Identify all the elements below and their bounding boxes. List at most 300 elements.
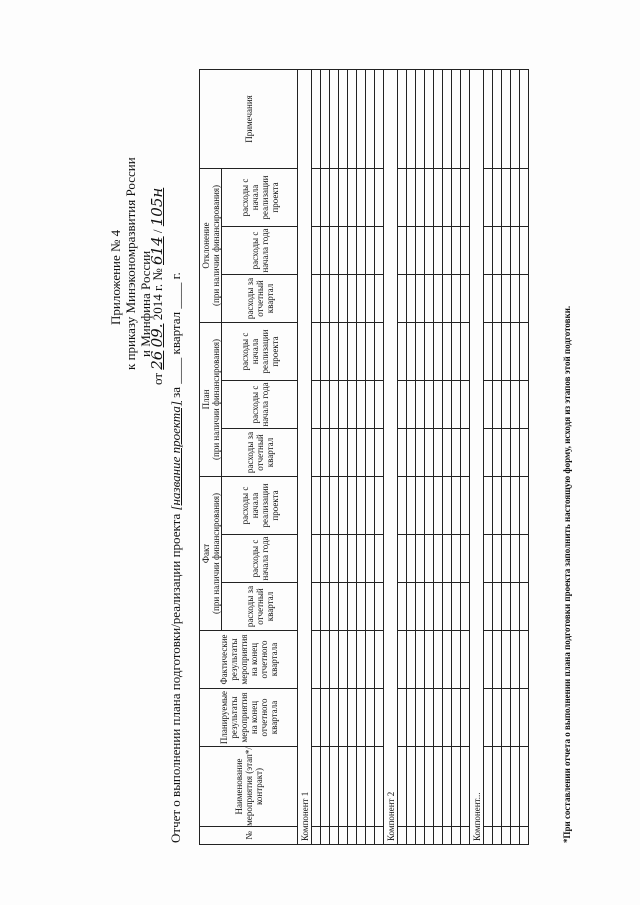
table-cell[interactable] <box>407 381 416 429</box>
table-cell[interactable] <box>484 747 493 827</box>
table-cell[interactable] <box>452 381 461 429</box>
table-cell[interactable] <box>312 535 321 583</box>
table-cell[interactable] <box>443 477 452 535</box>
table-cell[interactable] <box>348 535 357 583</box>
table-cell[interactable] <box>425 227 434 275</box>
table-cell[interactable] <box>339 477 348 535</box>
table-row <box>330 70 339 845</box>
table-cell[interactable] <box>461 583 470 631</box>
table-cell[interactable] <box>339 429 348 477</box>
table-cell[interactable] <box>366 689 375 747</box>
table-cell[interactable] <box>348 827 357 845</box>
table-cell[interactable] <box>348 583 357 631</box>
table-cell[interactable] <box>493 381 502 429</box>
table-row <box>339 70 348 845</box>
table-cell[interactable] <box>348 747 357 827</box>
table-cell[interactable] <box>339 747 348 827</box>
table-cell[interactable] <box>502 169 511 227</box>
table-cell[interactable] <box>366 535 375 583</box>
table-cell[interactable] <box>461 169 470 227</box>
table-cell[interactable] <box>375 227 384 275</box>
table-cell[interactable] <box>461 70 470 169</box>
table-cell[interactable] <box>312 227 321 275</box>
table-cell[interactable] <box>348 689 357 747</box>
table-cell[interactable] <box>339 169 348 227</box>
table-cell[interactable] <box>407 227 416 275</box>
table-cell[interactable] <box>312 747 321 827</box>
table-cell[interactable] <box>312 477 321 535</box>
table-cell[interactable] <box>398 747 407 827</box>
table-cell[interactable] <box>366 381 375 429</box>
table-cell[interactable] <box>312 429 321 477</box>
table-cell[interactable] <box>357 747 366 827</box>
table-cell[interactable] <box>366 323 375 381</box>
table-cell[interactable] <box>357 227 366 275</box>
table-cell[interactable] <box>502 227 511 275</box>
table-cell[interactable] <box>434 323 443 381</box>
table-cell[interactable] <box>493 323 502 381</box>
table-cell[interactable] <box>511 631 520 689</box>
table-cell[interactable] <box>366 70 375 169</box>
table-cell[interactable] <box>520 323 529 381</box>
table-cell[interactable] <box>511 747 520 827</box>
table-cell[interactable] <box>398 323 407 381</box>
table-cell[interactable] <box>434 169 443 227</box>
table-cell[interactable] <box>312 631 321 689</box>
table-cell[interactable] <box>452 631 461 689</box>
table-cell[interactable] <box>407 70 416 169</box>
table-cell[interactable] <box>339 323 348 381</box>
table-cell[interactable] <box>484 323 493 381</box>
table-cell[interactable] <box>375 477 384 535</box>
table-cell[interactable] <box>434 689 443 747</box>
table-cell[interactable] <box>425 747 434 827</box>
table-cell[interactable] <box>407 275 416 323</box>
table-cell[interactable] <box>375 429 384 477</box>
table-cell[interactable] <box>357 631 366 689</box>
table-cell[interactable] <box>366 275 375 323</box>
table-cell[interactable] <box>321 169 330 227</box>
table-cell[interactable] <box>511 477 520 535</box>
table-cell[interactable] <box>520 477 529 535</box>
table-cell[interactable] <box>443 70 452 169</box>
table-cell[interactable] <box>443 429 452 477</box>
table-cell[interactable] <box>425 429 434 477</box>
table-cell[interactable] <box>452 169 461 227</box>
table-cell[interactable] <box>398 583 407 631</box>
table-cell[interactable] <box>511 227 520 275</box>
table-cell[interactable] <box>348 169 357 227</box>
table-cell[interactable] <box>339 70 348 169</box>
table-cell[interactable] <box>425 827 434 845</box>
table-cell[interactable] <box>461 429 470 477</box>
table-cell[interactable] <box>357 583 366 631</box>
table-cell[interactable] <box>520 169 529 227</box>
table-cell[interactable] <box>484 169 493 227</box>
table-cell[interactable] <box>425 689 434 747</box>
table-cell[interactable] <box>511 323 520 381</box>
table-cell[interactable] <box>339 827 348 845</box>
table-cell[interactable] <box>484 70 493 169</box>
table-cell[interactable] <box>493 583 502 631</box>
table-cell[interactable] <box>484 583 493 631</box>
table-cell[interactable] <box>443 535 452 583</box>
table-cell[interactable] <box>461 827 470 845</box>
table-cell[interactable] <box>339 689 348 747</box>
table-cell[interactable] <box>321 747 330 827</box>
table-cell[interactable] <box>425 323 434 381</box>
table-cell[interactable] <box>461 477 470 535</box>
table-cell[interactable] <box>511 275 520 323</box>
table-cell[interactable] <box>425 275 434 323</box>
table-cell[interactable] <box>348 227 357 275</box>
table-cell[interactable] <box>434 631 443 689</box>
table-cell[interactable] <box>366 747 375 827</box>
table-cell[interactable] <box>375 70 384 169</box>
table-cell[interactable] <box>339 583 348 631</box>
table-cell[interactable] <box>312 70 321 169</box>
table-cell[interactable] <box>398 477 407 535</box>
table-cell[interactable] <box>330 747 339 827</box>
table-cell[interactable] <box>425 70 434 169</box>
table-cell[interactable] <box>375 827 384 845</box>
table-cell[interactable] <box>425 583 434 631</box>
table-cell[interactable] <box>321 689 330 747</box>
table-cell[interactable] <box>321 227 330 275</box>
table-cell[interactable] <box>398 631 407 689</box>
table-cell[interactable] <box>434 827 443 845</box>
table-cell[interactable] <box>461 323 470 381</box>
table-cell[interactable] <box>398 275 407 323</box>
table-cell[interactable] <box>520 275 529 323</box>
table-cell[interactable] <box>330 275 339 323</box>
table-cell[interactable] <box>511 70 520 169</box>
table-cell[interactable] <box>348 429 357 477</box>
table-cell[interactable] <box>511 583 520 631</box>
table-cell[interactable] <box>493 227 502 275</box>
table-cell[interactable] <box>502 535 511 583</box>
table-cell[interactable] <box>443 169 452 227</box>
table-cell[interactable] <box>425 381 434 429</box>
table-cell[interactable] <box>407 169 416 227</box>
table-cell[interactable] <box>357 429 366 477</box>
table-cell[interactable] <box>416 747 425 827</box>
table-cell[interactable] <box>502 275 511 323</box>
table-cell[interactable] <box>443 689 452 747</box>
table-cell[interactable] <box>502 631 511 689</box>
table-cell[interactable] <box>366 631 375 689</box>
table-cell[interactable] <box>339 227 348 275</box>
table-cell[interactable] <box>348 381 357 429</box>
table-cell[interactable] <box>425 169 434 227</box>
table-cell[interactable] <box>416 429 425 477</box>
table-cell[interactable] <box>502 429 511 477</box>
table-cell[interactable] <box>366 169 375 227</box>
table-cell[interactable] <box>416 477 425 535</box>
table-cell[interactable] <box>312 275 321 323</box>
table-cell[interactable] <box>357 827 366 845</box>
table-cell[interactable] <box>416 689 425 747</box>
table-cell[interactable] <box>375 169 384 227</box>
table-cell[interactable] <box>357 169 366 227</box>
table-cell[interactable] <box>443 323 452 381</box>
table-cell[interactable] <box>493 477 502 535</box>
table-cell[interactable] <box>452 689 461 747</box>
table-cell[interactable] <box>443 827 452 845</box>
table-cell[interactable] <box>443 227 452 275</box>
table-cell[interactable] <box>434 583 443 631</box>
table-cell[interactable] <box>461 689 470 747</box>
table-cell[interactable] <box>493 535 502 583</box>
table-cell[interactable] <box>461 275 470 323</box>
table-cell[interactable] <box>357 381 366 429</box>
table-cell[interactable] <box>407 535 416 583</box>
table-cell[interactable] <box>339 631 348 689</box>
handwritten-number-1: 614 <box>148 236 166 265</box>
table-cell[interactable] <box>452 429 461 477</box>
table-cell[interactable] <box>416 169 425 227</box>
table-cell[interactable] <box>452 323 461 381</box>
table-cell[interactable] <box>484 827 493 845</box>
table-cell[interactable] <box>357 689 366 747</box>
table-cell[interactable] <box>502 381 511 429</box>
table-cell[interactable] <box>484 477 493 535</box>
table-cell[interactable] <box>330 429 339 477</box>
table-cell[interactable] <box>484 429 493 477</box>
table-cell[interactable] <box>375 689 384 747</box>
table-cell[interactable] <box>452 275 461 323</box>
table-cell[interactable] <box>321 429 330 477</box>
table-cell[interactable] <box>502 70 511 169</box>
table-cell[interactable] <box>312 381 321 429</box>
table-cell[interactable] <box>321 323 330 381</box>
table-cell[interactable] <box>330 381 339 429</box>
table-cell[interactable] <box>398 381 407 429</box>
table-cell[interactable] <box>493 631 502 689</box>
table-cell[interactable] <box>484 275 493 323</box>
table-cell[interactable] <box>407 631 416 689</box>
table-cell[interactable] <box>321 477 330 535</box>
table-cell[interactable] <box>502 689 511 747</box>
table-cell[interactable] <box>502 747 511 827</box>
table-cell[interactable] <box>330 827 339 845</box>
table-cell[interactable] <box>452 827 461 845</box>
table-cell[interactable] <box>502 583 511 631</box>
table-cell[interactable] <box>375 323 384 381</box>
table-cell[interactable] <box>452 70 461 169</box>
table-cell[interactable] <box>452 477 461 535</box>
table-cell[interactable] <box>312 689 321 747</box>
table-cell[interactable] <box>398 827 407 845</box>
table-cell[interactable] <box>416 827 425 845</box>
table-cell[interactable] <box>434 535 443 583</box>
table-cell[interactable] <box>366 477 375 535</box>
table-cell[interactable] <box>434 429 443 477</box>
table-cell[interactable] <box>461 747 470 827</box>
table-cell[interactable] <box>375 631 384 689</box>
table-cell[interactable] <box>357 323 366 381</box>
table-cell[interactable] <box>493 70 502 169</box>
table-cell[interactable] <box>520 689 529 747</box>
table-cell[interactable] <box>484 689 493 747</box>
table-cell[interactable] <box>312 323 321 381</box>
table-cell[interactable] <box>366 227 375 275</box>
table-cell[interactable] <box>511 535 520 583</box>
table-cell[interactable] <box>375 747 384 827</box>
table-cell[interactable] <box>520 227 529 275</box>
table-cell[interactable] <box>321 535 330 583</box>
table-cell[interactable] <box>520 429 529 477</box>
table-cell[interactable] <box>416 323 425 381</box>
table-cell[interactable] <box>321 70 330 169</box>
table-cell[interactable] <box>312 169 321 227</box>
table-cell[interactable] <box>511 381 520 429</box>
table-cell[interactable] <box>330 169 339 227</box>
table-cell[interactable] <box>434 381 443 429</box>
table-cell[interactable] <box>452 747 461 827</box>
table-cell[interactable] <box>502 323 511 381</box>
table-cell[interactable] <box>484 535 493 583</box>
table-cell[interactable] <box>330 323 339 381</box>
table-cell[interactable] <box>502 477 511 535</box>
table-cell[interactable] <box>461 381 470 429</box>
table-cell[interactable] <box>416 70 425 169</box>
table-cell[interactable] <box>339 275 348 323</box>
table-cell[interactable] <box>407 747 416 827</box>
table-cell[interactable] <box>330 477 339 535</box>
table-cell[interactable] <box>443 747 452 827</box>
table-cell[interactable] <box>434 477 443 535</box>
table-cell[interactable] <box>375 583 384 631</box>
table-cell[interactable] <box>434 70 443 169</box>
table-cell[interactable] <box>398 70 407 169</box>
table-cell[interactable] <box>407 477 416 535</box>
table-cell[interactable] <box>348 70 357 169</box>
table-cell[interactable] <box>443 381 452 429</box>
table-cell[interactable] <box>407 583 416 631</box>
table-cell[interactable] <box>375 381 384 429</box>
table-cell[interactable] <box>398 535 407 583</box>
table-cell[interactable] <box>434 275 443 323</box>
table-cell[interactable] <box>425 535 434 583</box>
table-cell[interactable] <box>321 381 330 429</box>
table-cell[interactable] <box>366 827 375 845</box>
table-cell[interactable] <box>493 689 502 747</box>
table-cell[interactable] <box>357 477 366 535</box>
table-cell[interactable] <box>443 583 452 631</box>
table-cell[interactable] <box>461 535 470 583</box>
table-cell[interactable] <box>520 535 529 583</box>
table-cell[interactable] <box>511 169 520 227</box>
table-cell[interactable] <box>434 227 443 275</box>
table-cell[interactable] <box>416 227 425 275</box>
table-cell[interactable] <box>493 275 502 323</box>
table-cell[interactable] <box>348 275 357 323</box>
table-cell[interactable] <box>339 381 348 429</box>
table-cell[interactable] <box>484 381 493 429</box>
table-cell[interactable] <box>493 747 502 827</box>
table-cell[interactable] <box>339 535 348 583</box>
table-cell[interactable] <box>520 631 529 689</box>
table-cell[interactable] <box>520 381 529 429</box>
table-cell[interactable] <box>425 631 434 689</box>
table-cell[interactable] <box>443 631 452 689</box>
table-cell[interactable] <box>493 429 502 477</box>
table-cell[interactable] <box>407 689 416 747</box>
table-cell[interactable] <box>520 70 529 169</box>
table-cell[interactable] <box>520 583 529 631</box>
table-cell[interactable] <box>416 631 425 689</box>
table-cell[interactable] <box>407 827 416 845</box>
table-cell[interactable] <box>312 583 321 631</box>
table-cell[interactable] <box>398 689 407 747</box>
table-cell[interactable] <box>461 631 470 689</box>
table-cell[interactable] <box>484 227 493 275</box>
table-cell[interactable] <box>348 323 357 381</box>
table-cell[interactable] <box>416 381 425 429</box>
table-cell[interactable] <box>348 477 357 535</box>
table-cell[interactable] <box>493 169 502 227</box>
table-cell[interactable] <box>416 535 425 583</box>
table-cell[interactable] <box>434 747 443 827</box>
table-cell[interactable] <box>321 827 330 845</box>
table-cell[interactable] <box>330 583 339 631</box>
table-cell[interactable] <box>357 535 366 583</box>
table-cell[interactable] <box>375 535 384 583</box>
table-cell[interactable] <box>330 70 339 169</box>
title-project-placeholder: [название проекта] <box>168 401 183 511</box>
table-cell[interactable] <box>407 323 416 381</box>
table-cell[interactable] <box>493 827 502 845</box>
table-cell[interactable] <box>366 429 375 477</box>
table-cell[interactable] <box>330 631 339 689</box>
table-cell[interactable] <box>330 535 339 583</box>
table-cell[interactable] <box>452 583 461 631</box>
table-cell[interactable] <box>511 689 520 747</box>
table-cell[interactable] <box>511 827 520 845</box>
table-cell[interactable] <box>416 583 425 631</box>
table-cell[interactable] <box>357 275 366 323</box>
table-cell[interactable] <box>425 477 434 535</box>
table-cell[interactable] <box>375 275 384 323</box>
table-cell[interactable] <box>443 275 452 323</box>
table-cell[interactable] <box>416 275 425 323</box>
table-cell[interactable] <box>321 583 330 631</box>
table-cell[interactable] <box>330 227 339 275</box>
table-cell[interactable] <box>484 631 493 689</box>
table-cell[interactable] <box>452 535 461 583</box>
table-cell[interactable] <box>398 429 407 477</box>
table-cell[interactable] <box>511 429 520 477</box>
table-cell[interactable] <box>348 631 357 689</box>
table-cell[interactable] <box>520 747 529 827</box>
table-cell[interactable] <box>398 169 407 227</box>
table-cell[interactable] <box>357 70 366 169</box>
table-cell[interactable] <box>520 827 529 845</box>
table-cell[interactable] <box>398 227 407 275</box>
table-cell[interactable] <box>366 583 375 631</box>
table-cell[interactable] <box>330 689 339 747</box>
table-cell[interactable] <box>312 827 321 845</box>
table-cell[interactable] <box>461 227 470 275</box>
table-cell[interactable] <box>452 227 461 275</box>
table-cell[interactable] <box>321 631 330 689</box>
table-cell[interactable] <box>502 827 511 845</box>
table-cell[interactable] <box>407 429 416 477</box>
table-cell[interactable] <box>321 275 330 323</box>
dev-quarter: расходы за отчетный квартал <box>222 275 298 323</box>
col-header-planned-results: Планируемые результаты мероприятия на конец отчетного квартала <box>200 689 298 747</box>
